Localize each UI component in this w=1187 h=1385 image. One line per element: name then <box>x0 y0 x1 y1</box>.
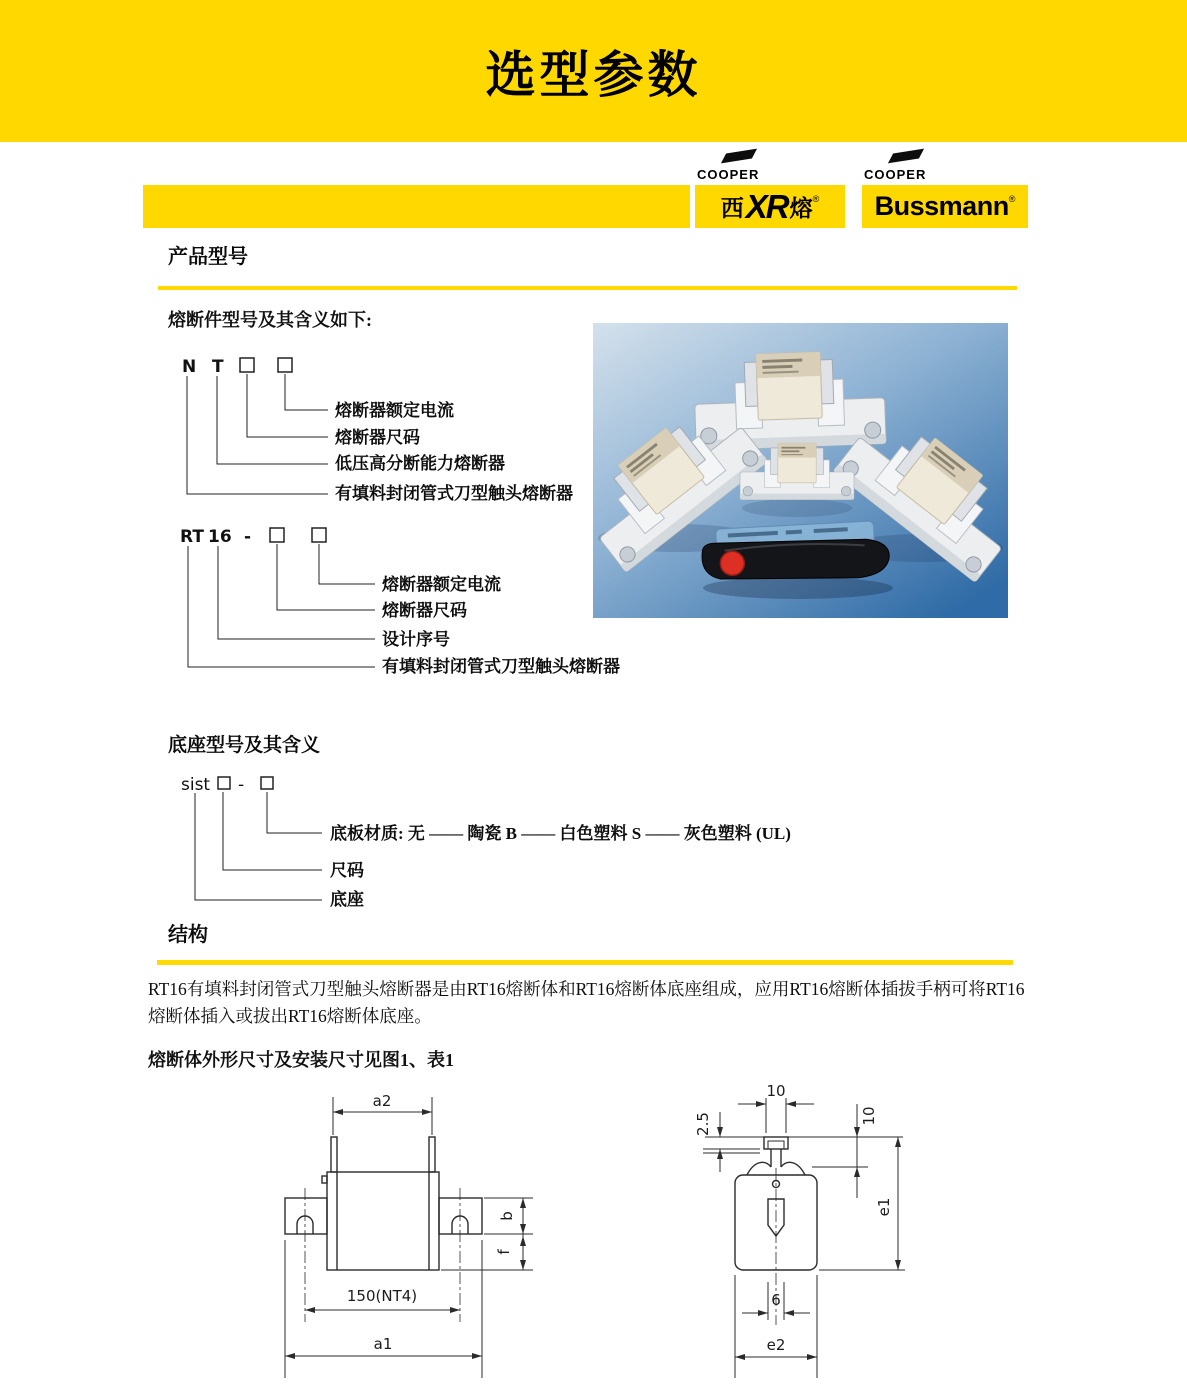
nt-box-size <box>240 358 254 372</box>
connector-line <box>267 792 322 833</box>
xirong-logo <box>695 148 845 228</box>
cooper-flag-icon <box>721 149 757 164</box>
base-symbol-dash: - <box>238 775 245 795</box>
connector-line <box>247 374 328 437</box>
dim-a2: a2 <box>372 1092 392 1110</box>
nt-symbol-t: T <box>212 357 224 377</box>
dim-f: f <box>495 1249 513 1255</box>
brand-strip <box>143 185 690 228</box>
handle-red-button <box>720 551 745 576</box>
xirong-xr: XR <box>745 187 788 225</box>
fuse-dimension-drawing <box>250 1075 950 1385</box>
connector-line <box>277 544 375 610</box>
base-model-heading: 底座型号及其含义 <box>168 735 321 756</box>
registered-mark-icon: ® <box>812 193 820 204</box>
xirong-rong: 熔 <box>789 195 813 221</box>
connector-line <box>188 546 375 667</box>
dim-hole-span: 150(NT4) <box>346 1287 418 1305</box>
xirong-xi: 西 <box>720 195 744 221</box>
dim-b: b <box>498 1211 516 1221</box>
connector-line <box>223 792 322 870</box>
page-header <box>0 0 1187 142</box>
nt-label-rated-current: 熔断器额定电流 <box>335 401 454 420</box>
page-title: 选型参数 <box>485 47 702 103</box>
product-photo <box>593 323 1008 618</box>
bussmann-logo <box>862 148 1028 228</box>
connector-line <box>217 376 328 464</box>
connector-line <box>319 544 375 584</box>
figure-note: 熔断体外形尺寸及安装尺寸见图1、表1 <box>148 1050 454 1070</box>
connector-line <box>187 376 328 494</box>
base-label-size: 尺码 <box>330 861 364 880</box>
structure-heading: 结构 <box>168 924 208 946</box>
rt-box-size <box>270 528 284 542</box>
rt-symbol-rt: RT <box>180 527 204 547</box>
model-intro-text: 熔断件型号及其含义如下: <box>168 310 372 330</box>
connector-line <box>195 793 322 900</box>
rt-label-rated-current: 熔断器额定电流 <box>382 575 501 594</box>
base-model-diagram <box>168 765 828 910</box>
connector-line <box>218 546 375 639</box>
front-view <box>285 1092 533 1378</box>
nt-model-diagram <box>170 355 590 505</box>
nt-label-size: 熔断器尺码 <box>335 428 420 447</box>
bussmann-logo-box <box>862 185 1028 228</box>
base-box-material <box>261 777 273 789</box>
dim-e2: e2 <box>766 1336 786 1354</box>
rt-label-filled: 有填料封闭管式刀型触头熔断器 <box>382 657 620 676</box>
section-rule <box>158 286 1017 290</box>
connector-line <box>285 374 328 410</box>
dim-depth: 10 <box>860 1106 878 1126</box>
section-rule <box>157 960 1013 965</box>
base-symbol-sist: sist <box>181 775 211 795</box>
cooper-wordmark: COOPER <box>864 167 927 182</box>
nt-label-breaking: 低压高分断能力熔断器 <box>335 454 505 473</box>
cooper-flag-icon <box>888 149 924 164</box>
rt-label-design: 设计序号 <box>382 630 450 649</box>
dim-a1: a1 <box>373 1335 393 1353</box>
rt-label-size: 熔断器尺码 <box>382 601 467 620</box>
rt-box-current <box>312 528 326 542</box>
rt-symbol-dash: - <box>244 527 252 547</box>
product-model-heading: 产品型号 <box>168 246 248 268</box>
side-view <box>694 1082 905 1378</box>
bussmann-wordmark: Bussmann <box>874 191 1009 221</box>
dim-blade-width: 10 <box>766 1082 786 1100</box>
registered-mark-icon: ® <box>1008 193 1016 204</box>
base-label-material: 底板材质: 无 —— 陶瓷 B —— 白色塑料 S —— 灰色塑料 (UL) <box>330 824 791 843</box>
fuse-puller-handle <box>701 520 891 586</box>
dim-blade-thickness: 2.5 <box>694 1112 712 1136</box>
nt-label-filled: 有填料封闭管式刀型触头熔断器 <box>335 484 573 503</box>
base-box-size <box>218 777 230 789</box>
xirong-logo-box <box>695 185 845 228</box>
rt-symbol-16: 16 <box>208 527 232 547</box>
dim-e1: e1 <box>875 1197 893 1217</box>
dim-slot: 6 <box>771 1291 781 1309</box>
nt-symbol-n: N <box>182 357 197 377</box>
nt-box-current <box>278 358 292 372</box>
base-label-base: 底座 <box>330 890 364 909</box>
cooper-wordmark: COOPER <box>697 167 760 182</box>
structure-paragraph: RT16有填料封闭管式刀型触头熔断器是由RT16熔断体和RT16熔断体底座组成，应用RT16熔断体插拔手柄可将RT16熔断体插入或拔出RT16熔断体底座。 <box>148 979 1025 1026</box>
